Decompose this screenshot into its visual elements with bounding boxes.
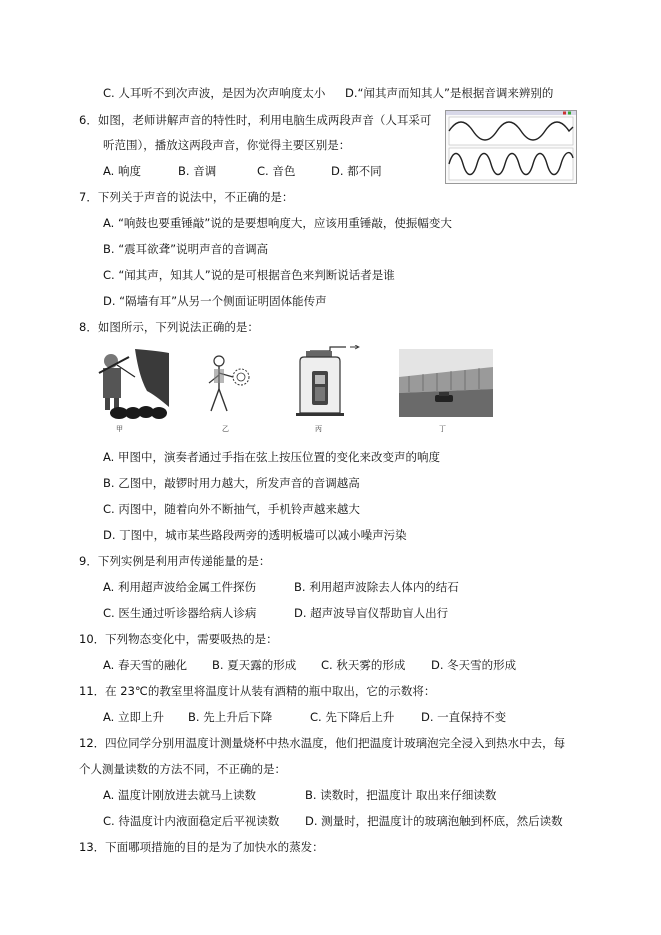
figure-ding-road-barrier (399, 349, 493, 417)
q8-option-a: A. 甲图中，演奏者通过手指在弦上按压位置的变化来改变声的响度 (103, 450, 440, 464)
q6-option-a: A. 响度 (103, 164, 141, 178)
q8-option-d: D. 丁图中，城市某些路段两旁的透明板墙可以减小噪声污染 (103, 528, 407, 542)
q6-stem-line2: 听范围），播放这两段声音，你觉得主要区别是： (103, 138, 351, 152)
q7-option-d: D. “隔墙有耳”从另一个侧面证明固体能传声 (103, 294, 327, 308)
q8-stem: 8．如图所示，下列说法正确的是： (79, 320, 259, 334)
q11-stem: 11．在 23℃的教室里将温度计从装有酒精的瓶中取出，它的示数将： (79, 684, 436, 698)
q12-option-c: C. 待温度计内液面稳定后平视读数 (103, 814, 280, 828)
q9-option-b: B. 利用超声波除去人体内的结石 (294, 580, 459, 594)
q8-option-b: B. 乙图中，敲锣时用力越大，所发声音的音调越高 (103, 476, 360, 490)
q11-option-c: C. 先下降后上升 (310, 710, 395, 724)
q12-option-d: D. 测量时，把温度计的玻璃泡触到杯底，然后读数 (305, 814, 563, 828)
figure-yi-caption: 乙 (222, 425, 229, 433)
q9-option-c: C. 医生通过听诊器给病人诊病 (103, 606, 257, 620)
q7-stem: 7．下列关于声音的说法中，不正确的是： (79, 190, 294, 204)
q5-option-d: D.“闻其声而知其人”是根据音调来辨别的 (345, 86, 554, 100)
q13-stem: 13．下面哪项措施的目的是为了加快水的蒸发： (79, 840, 324, 854)
q7-option-a: A. “响鼓也要重锤敲”说的是要想响度大，应该用重锤敲，使振幅变大 (103, 216, 452, 230)
figure-bing-caption: 丙 (315, 425, 322, 433)
q11-option-b: B. 先上升后下降 (188, 710, 273, 724)
q10-option-d: D. 冬天雪的形成 (431, 658, 517, 672)
q10-option-b: B. 夏天露的形成 (212, 658, 297, 672)
q12-stem-line1: 12．四位同学分别用温度计测量烧杯中热水温度，他们把温度计玻璃泡完全浸入到热水中去，每 (79, 736, 566, 750)
q7-option-b: B. “震耳欲聋”说明声音的音调高 (103, 242, 269, 256)
figure-jia-caption: 甲 (116, 425, 123, 433)
q6-stem-line1: 6．如图，老师讲解声音的特性时，利用电脑生成两段声音（人耳采可 (79, 113, 432, 127)
q12-option-a: A. 温度计刚放进去就马上读数 (103, 788, 256, 802)
q8-option-c: C. 丙图中，随着向外不断抽气，手机铃声越来越大 (103, 502, 360, 516)
q6-option-c: C. 音色 (257, 164, 296, 178)
figure-yi-gong (203, 353, 257, 417)
q7-option-c: C. “闻其声，知其人”说的是可根据音色来判断说话者是谁 (103, 268, 395, 282)
figure-jia-violinist (89, 347, 169, 419)
q5-option-c: C. 人耳听不到次声波，是因为次声响度太小 (103, 86, 326, 100)
q12-stem-line2: 个人测量读数的方法不同，不正确的是： (79, 762, 286, 776)
q10-option-c: C. 秋天雾的形成 (321, 658, 406, 672)
q6-option-d: D. 都不同 (331, 164, 382, 178)
q10-stem: 10．下列物态变化中，需要吸热的是： (79, 632, 278, 646)
figure-bing-bell-jar (292, 345, 364, 417)
q10-option-a: A. 春天雪的融化 (103, 658, 187, 672)
q9-stem: 9．下列实例是利用声传递能量的是： (79, 554, 271, 568)
figure-ding-caption: 丁 (439, 425, 446, 433)
q9-option-d: D. 超声波导盲仪帮助盲人出行 (294, 606, 449, 620)
q6-option-b: B. 音调 (178, 164, 217, 178)
q11-option-d: D. 一直保持不变 (421, 710, 507, 724)
waveform-figure (445, 110, 577, 184)
q12-option-b: B. 读数时，把温度计 取出来仔细读数 (305, 788, 497, 802)
q11-option-a: A. 立即上升 (103, 710, 164, 724)
q9-option-a: A. 利用超声波给金属工件探伤 (103, 580, 256, 594)
